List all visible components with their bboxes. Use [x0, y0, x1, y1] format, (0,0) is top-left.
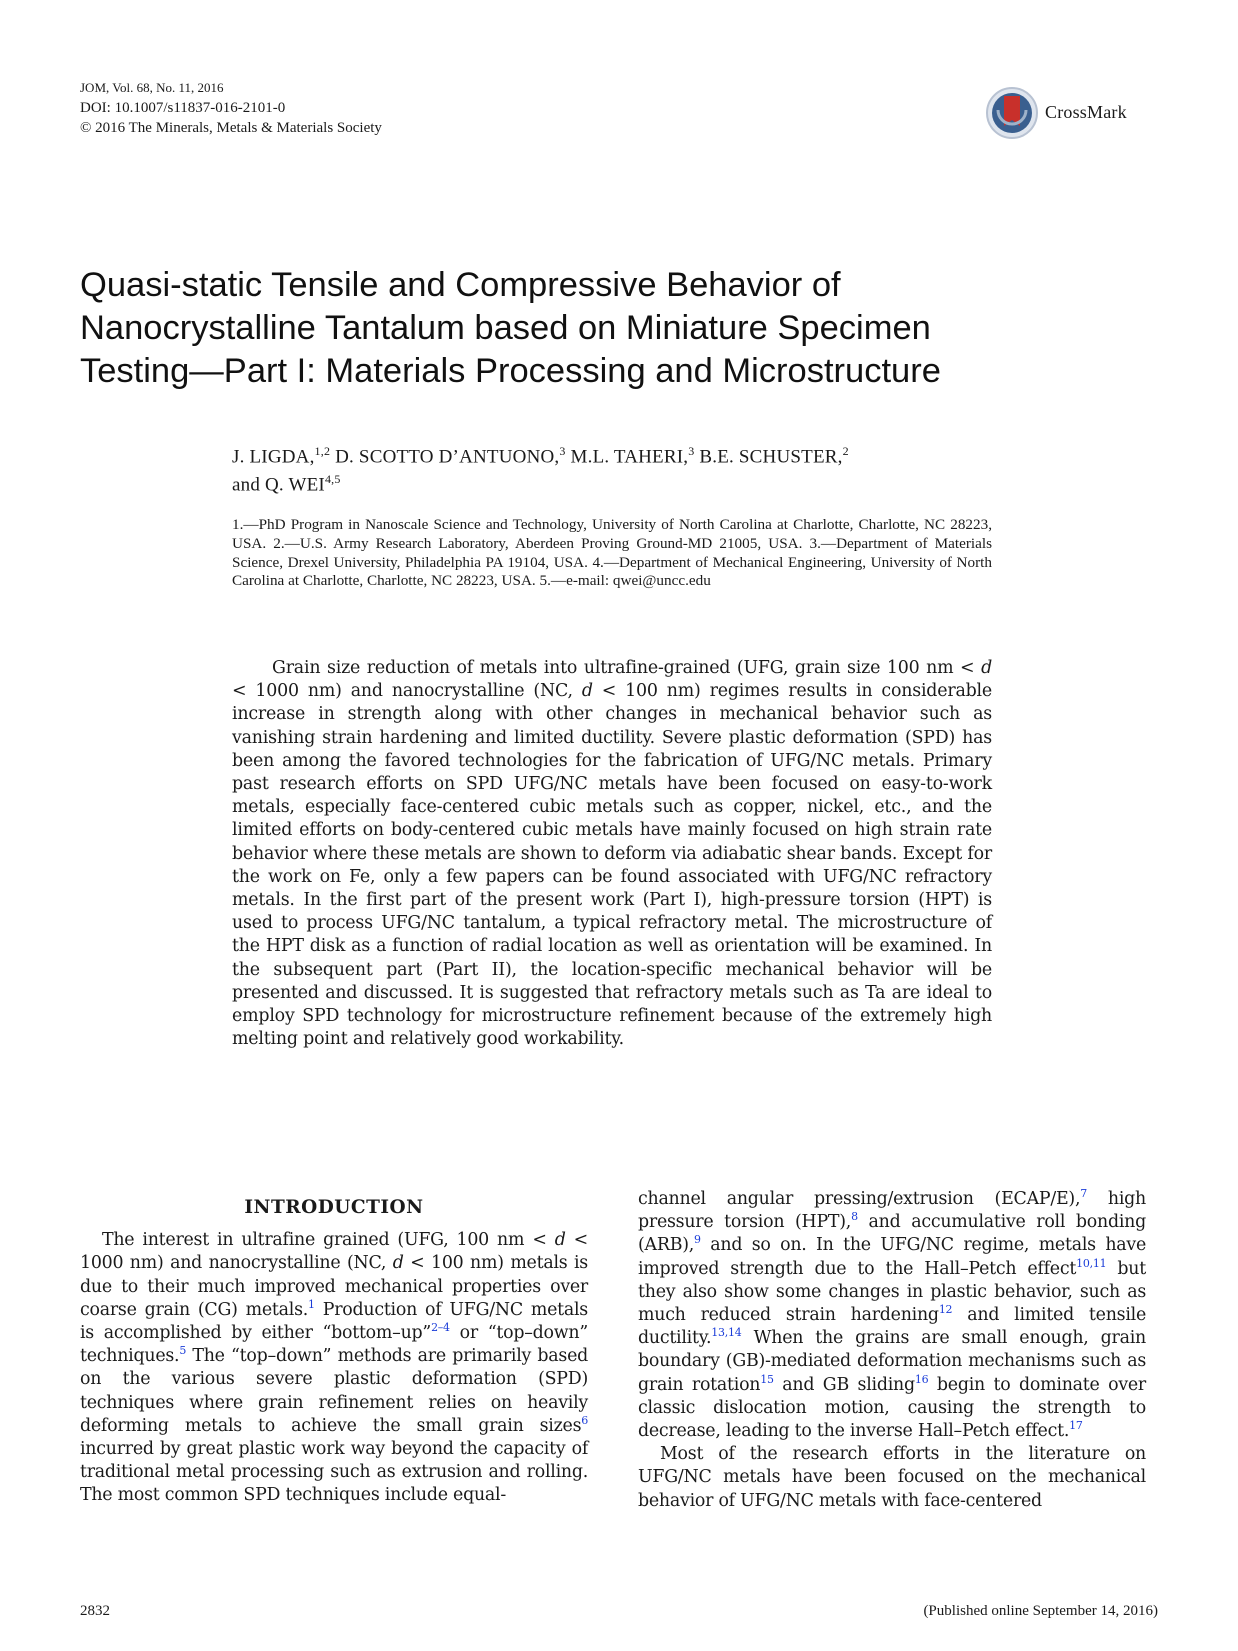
- author-list: [232, 440, 992, 497]
- author-wei: and Q. WEI: [232, 474, 325, 496]
- intro-text: incurred by great plastic work way beyond the capacity of traditional metal processing such as extrusion and rolling. The most common SPD techniques include equal-: [80, 1439, 588, 1506]
- intro-var-d: d: [392, 1253, 404, 1274]
- intro-text: channel angular pressing/extrusion (ECAP/E),: [638, 1189, 1081, 1209]
- intro-text: and so on. In the UFG/NC regime, metals have improved strength due to the Hall–Petch effect: [638, 1235, 1146, 1279]
- citation-link[interactable]: 1: [308, 1298, 315, 1312]
- intro-text: or “top–down” techniques.: [80, 1323, 588, 1367]
- citation-link[interactable]: 5: [179, 1344, 187, 1358]
- author-schuster-affil: 2: [842, 444, 849, 458]
- author-scotto-affil: 3: [559, 444, 566, 458]
- crossmark-badge[interactable]: [985, 86, 1160, 142]
- paper-title: [80, 264, 1180, 393]
- journal-meta: [80, 78, 382, 138]
- citation-link[interactable]: 13,14: [711, 1326, 742, 1340]
- intro-text: < 1000 nm) and nanocrystalline (NC,: [80, 1230, 588, 1274]
- intro-paragraph-1: [80, 1229, 588, 1507]
- abstract-var-d2: d: [581, 681, 593, 702]
- column-right: [638, 1188, 1146, 1513]
- abstract-text-3: < 100 nm) regimes results in considerable increase in strength along with other changes in mechanical behavior such as vanishing strain hardening and limited ductility. Severe plastic deformation (SPD) has been among the favored technologies for the fabrication of UFG/NC metals. Primary past research efforts on SPD UFG/NC metals have been focused on easy-to-work metals, especially face-centered cubic metals such as copper, nickel, etc., and the limited efforts on body-centered cubic metals have mainly focused on high strain rate behavior where these metals are shown to deform via adiabatic shear bands. Except for the work on Fe, only a few papers can be found associated with UFG/NC refractory metals. In the first part of the present work (Part I), high-pressure torsion (HPT) is used to process UFG/NC tantalum, a typical refractory metal. The microstructure of the HPT disk as a function of radial location as well as orientation will be examined. In the subsequent part (Part II), the location-specific mechanical behavior will be presented and discussed. It is suggested that refractory metals such as Ta are ideal to employ SPD technology for microstructure refinement because of the extremely high melting point and relatively good workability.: [232, 681, 993, 1050]
- doi[interactable]: DOI: 10.1007/s11837-016-2101-0: [80, 100, 286, 116]
- crossmark-icon: [985, 86, 1039, 140]
- intro-text: Production of UFG/NC metals is accomplished by either “bottom–up”: [80, 1299, 588, 1344]
- intro-text: but they also show some changes in plastic behavior, such as much reduced strain hardening: [638, 1258, 1146, 1326]
- citation-link[interactable]: 7: [1080, 1187, 1087, 1201]
- title-line-3: Testing—Part I: Materials Processing and Microstructure: [80, 352, 941, 390]
- citation-link[interactable]: 6: [581, 1414, 588, 1428]
- column-left: [80, 1196, 588, 1508]
- abstract-text-2: < 1000 nm) and nanocrystalline (NC,: [232, 681, 582, 702]
- abstract: [232, 657, 992, 1051]
- intro-text: The interest in ultrafine grained (UFG, 100 nm <: [102, 1230, 555, 1251]
- intro-text: The “top–down” methods are primarily based on the various severe plastic deformation (SPD) techniques where grain refinement relies on heavily deforming metals to achieve the small grain sizes: [80, 1346, 588, 1436]
- intro-text: < 100 nm) metals is due to their much improved mechanical properties over coarse grain (CG) metals.: [80, 1253, 588, 1320]
- abstract-text-1: Grain size reduction of metals into ultrafine-grained (UFG, grain size 100 nm <: [272, 658, 982, 678]
- intro-text: begin to dominate over classic dislocation motion, causing the strength to decrease, leading to the inverse Hall–Petch effect.: [638, 1374, 1146, 1442]
- title-line-1: Quasi-static Tensile and Compressive Behavior of: [80, 266, 841, 304]
- citation-link[interactable]: 16: [914, 1372, 929, 1386]
- author-scotto: D. SCOTTO D’ANTUONO,: [330, 446, 560, 468]
- citation-link[interactable]: 15: [760, 1372, 774, 1386]
- citation-link[interactable]: 12: [938, 1303, 953, 1317]
- intro-text: and accumulative roll bonding (ARB),: [638, 1212, 1146, 1256]
- section-heading-introduction: INTRODUCTION: [244, 1197, 424, 1218]
- author-ligda: J. LIGDA,: [232, 446, 315, 468]
- title-line-2: Nanocrystalline Tantalum based on Miniature Specimen: [80, 309, 931, 347]
- author-schuster: B.E. SCHUSTER,: [694, 446, 843, 468]
- publication-date: (Published online September 14, 2016): [923, 1603, 1158, 1619]
- intro-paragraph-1-cont: [638, 1188, 1146, 1443]
- author-taheri-affil: 3: [688, 444, 695, 458]
- citation-link[interactable]: 17: [1069, 1419, 1083, 1433]
- intro-text: and GB sliding: [773, 1374, 915, 1395]
- journal-citation: JOM, Vol. 68, No. 11, 2016: [80, 80, 224, 95]
- page-number: 2832: [80, 1603, 110, 1619]
- abstract-var-d1: d: [981, 658, 992, 678]
- intro-text: high pressure torsion (HPT),: [638, 1189, 1146, 1233]
- citation-link[interactable]: 9: [694, 1233, 701, 1247]
- citation-link[interactable]: 2–4: [431, 1321, 450, 1335]
- author-taheri: M.L. TAHERI,: [565, 446, 689, 468]
- author-wei-affil: 4,5: [324, 472, 341, 487]
- intro-text: When the grains are small enough, grain boundary (GB)-mediated deformation mechanisms such as grain rotation: [638, 1328, 1146, 1395]
- citation-link[interactable]: 10,11: [1076, 1256, 1107, 1270]
- citation-link[interactable]: 8: [851, 1210, 858, 1224]
- copyright: © 2016 The Minerals, Metals & Materials Society: [80, 120, 382, 136]
- author-ligda-affil: 1,2: [314, 444, 331, 458]
- affiliations: 1.—PhD Program in Nanoscale Science and Technology, University of North Carolina at Charlotte, Charlotte, NC 28223, USA. 2.—U.S. Army Research Laboratory, Aberdeen Proving Ground-MD 21005, USA. 3.—Department of Materials Science, Drexel University, Philadelphia PA 19104, USA. 4.—Department of Mechanical Engineering, University of North Carolina at Charlotte, Charlotte, NC 28223, USA. 5.—e-mail: qwei@uncc.edu: [232, 516, 992, 590]
- intro-var-d: d: [554, 1230, 566, 1251]
- intro-text: and limited tensile ductility.: [638, 1305, 1146, 1349]
- intro-paragraph-2: Most of the research efforts in the literature on UFG/NC metals have been focused on the mechanical behavior of UFG/NC metals with face-centered: [638, 1444, 1146, 1511]
- crossmark-label: CrossMark: [1045, 102, 1127, 122]
